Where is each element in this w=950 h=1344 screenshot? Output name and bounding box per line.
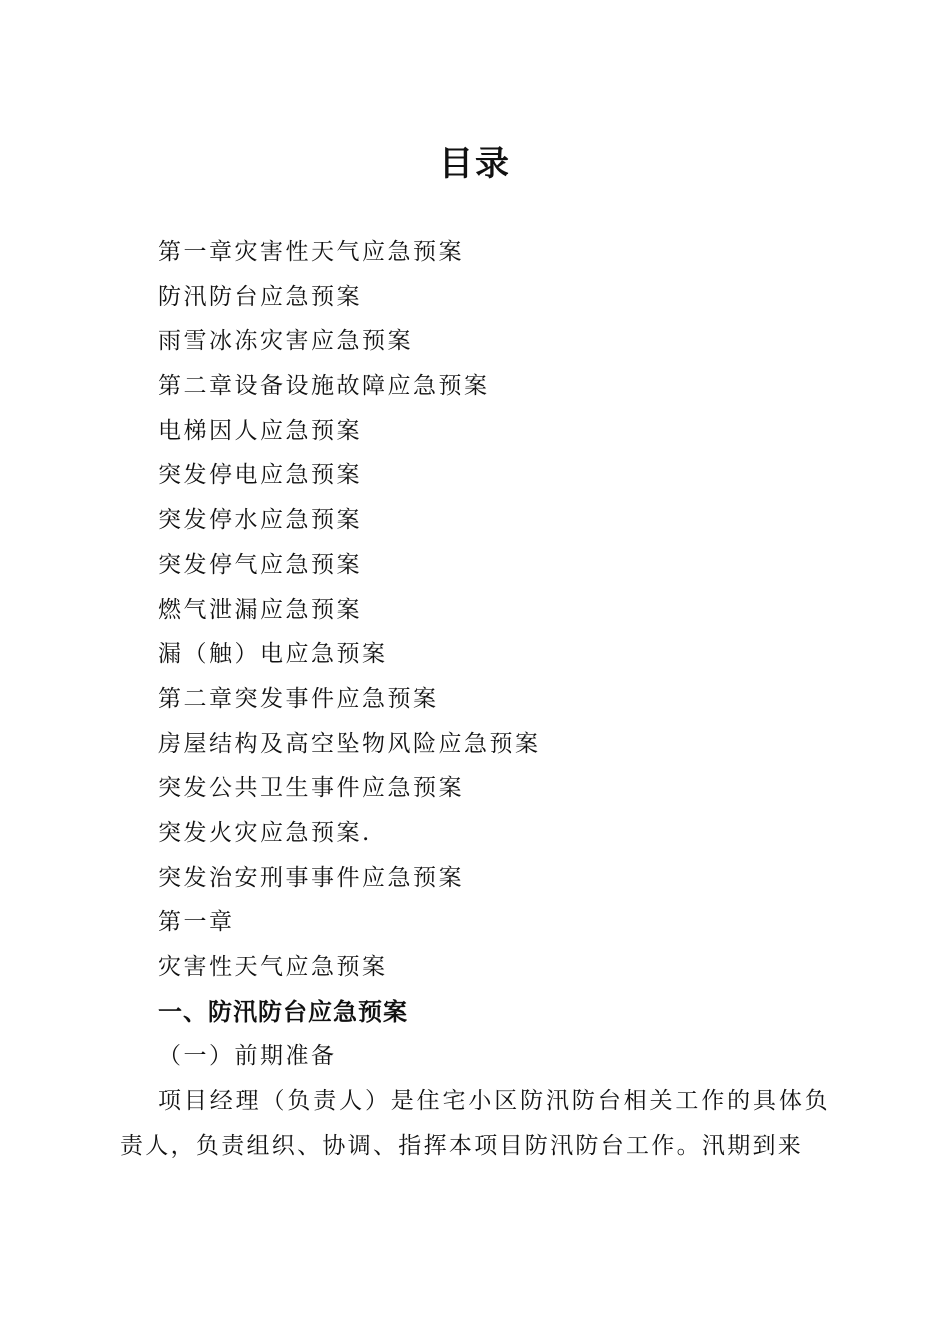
toc-chapter: 第一章灾害性天气应急预案 (158, 239, 464, 265)
toc-item: 漏（触）电应急预案 (158, 641, 388, 668)
toc-item: 房屋结构及高空坠物风险应急预案 (158, 730, 541, 757)
sub-heading: （一）前期准备 (158, 1043, 337, 1069)
toc-item: 雨雪冰冻灾害应急预案 (158, 328, 413, 355)
toc-item: 突发治安刑事事件应急预案 (158, 864, 464, 891)
toc-chapter: 第二章设备设施故障应急预案 (158, 373, 490, 400)
page-title: 目录 (439, 144, 511, 184)
section-heading: 一、防汛防台应急预案 (158, 998, 408, 1026)
table-of-contents (158, 230, 858, 990)
toc-item: 突发停水应急预案 (158, 507, 362, 534)
toc-item: 第一章 (158, 909, 235, 936)
toc-item: 突发停气应急预案 (158, 551, 362, 578)
body-paragraph: 项目经理（负责人）是住宅小区防汛防台相关工作的具体负责人，负责组织、协调、指挥本项目防汛防台工作。汛期到来 (120, 1088, 830, 1159)
toc-item: 电梯因人应急预案 (158, 417, 362, 444)
toc-item: 突发公共卫生事件应急预案 (158, 775, 464, 802)
toc-item: 突发停电应急预案 (158, 462, 362, 489)
toc-item: 燃气泄漏应急预案 (158, 596, 362, 623)
toc-item: 防汛防台应急预案 (158, 283, 362, 310)
toc-item: 突发火灾应急预案. (158, 819, 372, 846)
toc-chapter: 第二章突发事件应急预案 (158, 685, 439, 712)
toc-item: 灾害性天气应急预案 (158, 954, 388, 980)
